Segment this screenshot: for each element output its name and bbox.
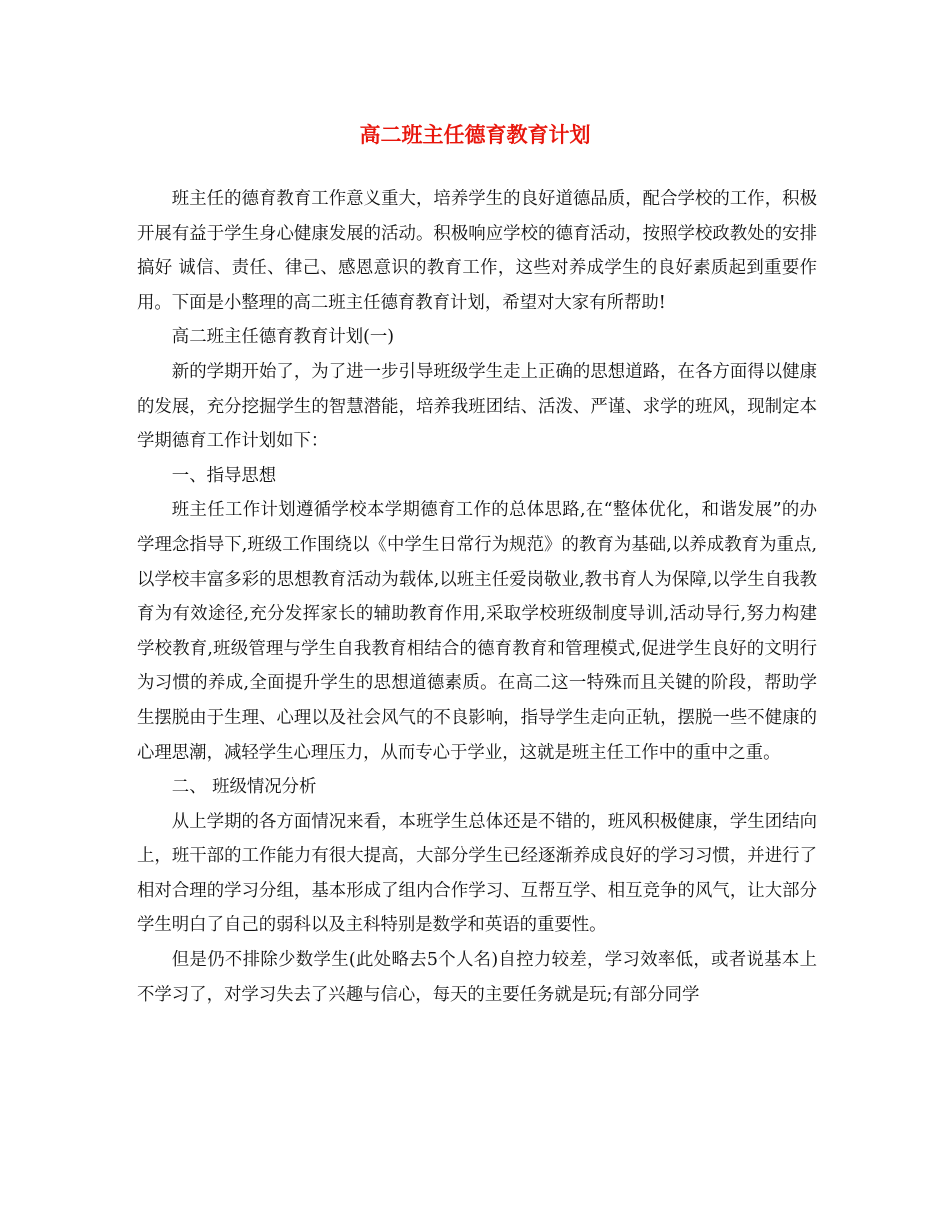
section-heading-class-analysis: 二、 班级情况分析 bbox=[171, 777, 317, 798]
section-heading-guiding-ideology: 一、指导思想 bbox=[171, 465, 277, 486]
document-body bbox=[137, 182, 817, 1012]
paragraph-new-semester: 新的学期开始了，为了进一步引导班级学生走上正确的思想道路，在各方面得以健康的发展，充分挖掘学生的智慧潜能，培养我班团结、活泼、严谨、求学的班风，现制定本学期德育工作计划如下： bbox=[137, 361, 817, 452]
paragraph-guiding-ideology: 班主任工作计划遵循学校本学期德育工作的总体思路,在“整体优化，和谐发展”的办学理念指导下,班级工作围绕以《中学生日常行为规范》的教育为基础,以养成教育为重点,以学校丰富多彩的思想教育活动为载体,以班主任爱岗敬业,教书育人为保障,以学生自我教育为有效途径,充分发挥家长的辅助教育作用,采取学校班级制度导训,活动导行,努力构建学校教育,班级管理与学生自我教育相结合的德育教育和管理模式,促进学生良好的文明行为习惯的养成,全面提升学生的思想道德素质。在高二这一特殊而且关键的阶段，帮助学生摆脱由于生理、心理以及社会风气的不良影响，指导学生走向正轨，摆脱一些不健康的心理思潮，减轻学生心理压力，从而专心于学业，这就是班主任工作中的重中之重。 bbox=[137, 500, 817, 763]
section-heading-plan-one: 高二班主任德育教育计划(一) bbox=[171, 327, 395, 348]
paragraph-intro: 班主任的德育教育工作意义重大，培养学生的良好道德品质，配合学校的工作，积极开展有益于学生身心健康发展的活动。积极响应学校的德育活动，按照学校政教处的安排搞好 诚信、责任、律己、感恩意识的教育工作，这些对养成学生的良好素质起到重要作用。下面是小整理的高二班主任德育教育计划，希望对大家有所帮助! bbox=[137, 189, 817, 313]
document-title: 高二班主任德育教育计划 bbox=[359, 122, 591, 147]
paragraph-problems: 但是仍不排除少数学生(此处略去5个人名)自控力较差，学习效率低，或者说基本上不学习了，对学习失去了兴趣与信心，每天的主要任务就是玩;有部分同学 bbox=[137, 950, 817, 1005]
paragraph-class-analysis: 从上学期的各方面情况来看，本班学生总体还是不错的，班风积极健康，学生团结向上，班干部的工作能力有很大提高，大部分学生已经逐渐养成良好的学习习惯，并进行了相对合理的学习分组，基本形成了组内合作学习、互帮互学、相互竞争的风气，让大部分学生明白了自己的弱科以及主科特别是数学和英语的重要性。 bbox=[137, 811, 817, 936]
